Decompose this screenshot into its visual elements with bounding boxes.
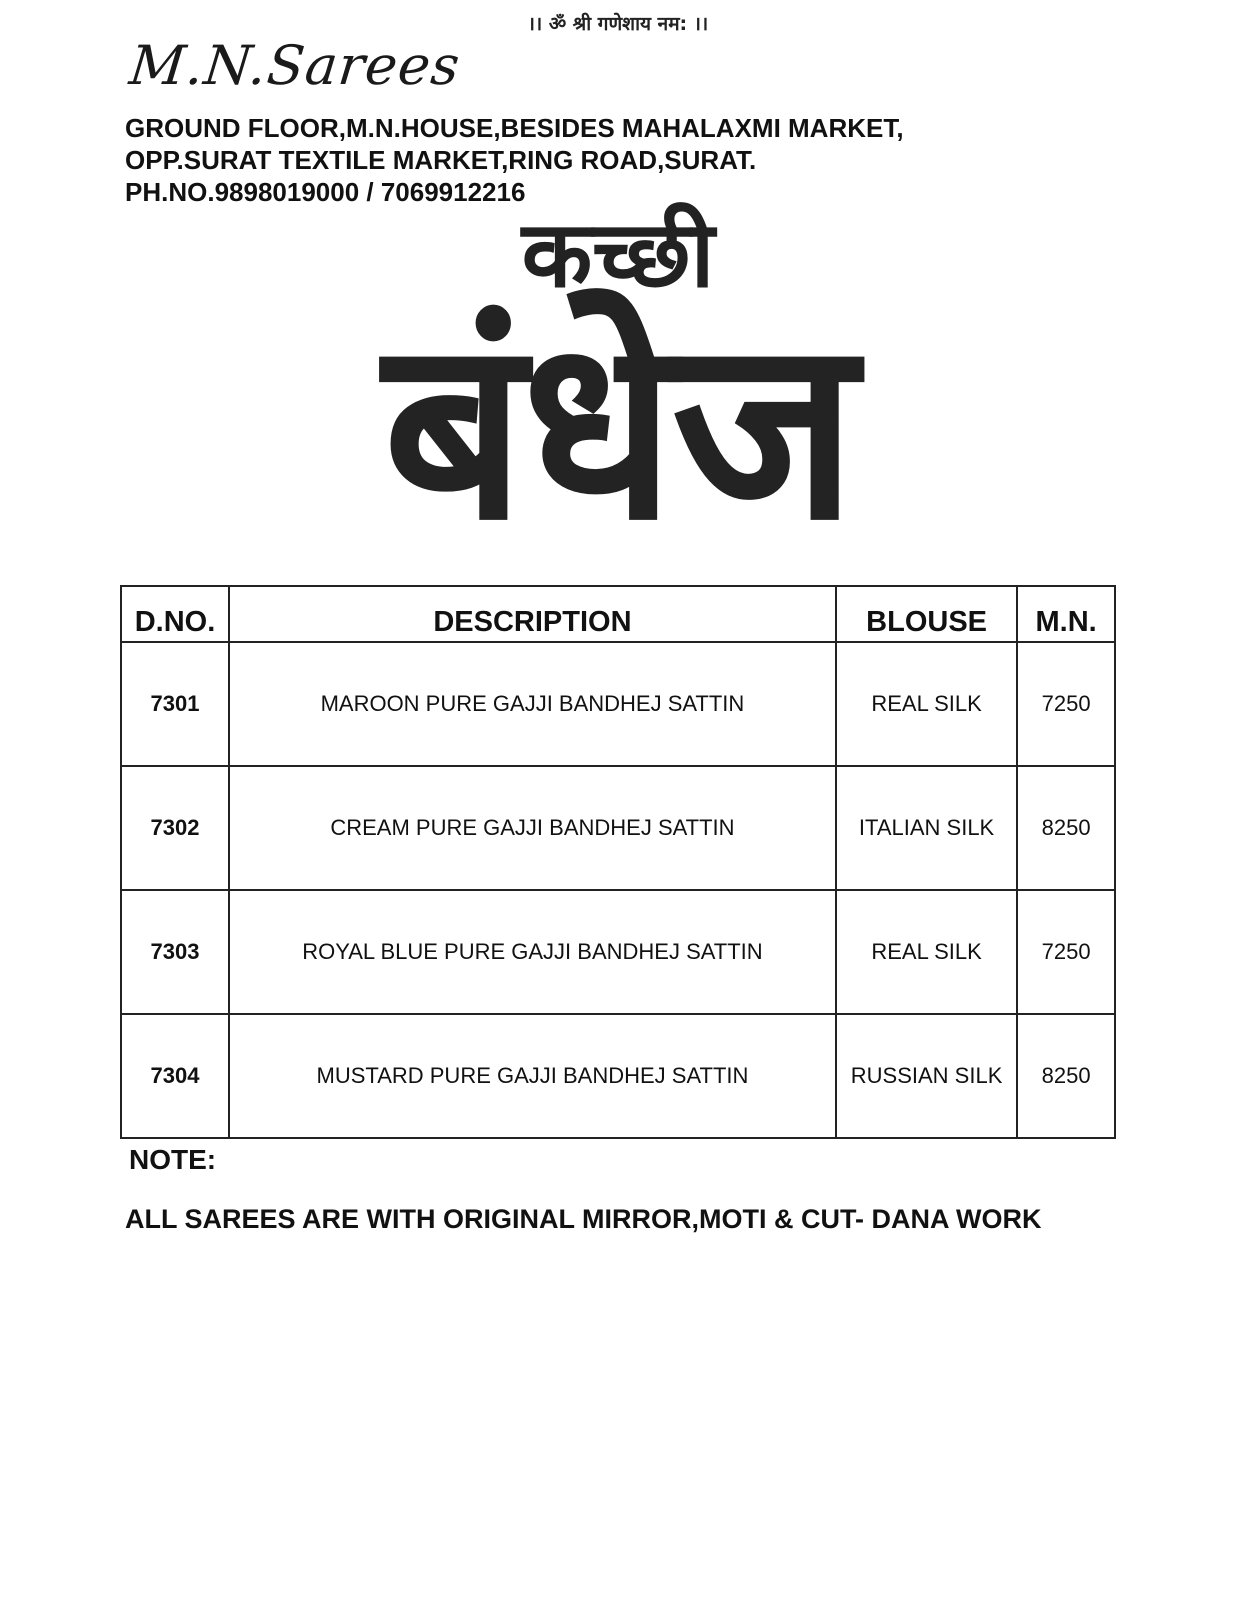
header-description: DESCRIPTION	[229, 586, 836, 642]
table-row	[121, 642, 1115, 766]
table-row	[121, 1014, 1115, 1138]
cell-description: MUSTARD PURE GAJJI BANDHEJ SATTIN	[229, 1014, 836, 1138]
cell-description: MAROON PURE GAJJI BANDHEJ SATTIN	[229, 642, 836, 766]
collection-subtitle: कच्छी	[521, 201, 715, 308]
table-header-row	[121, 586, 1115, 642]
address-block	[125, 112, 904, 208]
cell-description: CREAM PURE GAJJI BANDHEJ SATTIN	[229, 766, 836, 890]
cell-dno: 7302	[121, 766, 229, 890]
address-line: OPP.SURAT TEXTILE MARKET,RING ROAD,SURAT.	[125, 145, 757, 175]
cell-blouse: REAL SILK	[836, 642, 1017, 766]
cell-mn: 8250	[1017, 766, 1115, 890]
table-row	[121, 766, 1115, 890]
cell-blouse: RUSSIAN SILK	[836, 1014, 1017, 1138]
header-dno: D.NO.	[121, 586, 229, 642]
cell-mn: 7250	[1017, 642, 1115, 766]
cell-blouse: ITALIAN SILK	[836, 766, 1017, 890]
collection-title: बंधेज	[383, 284, 853, 575]
cell-mn: 7250	[1017, 890, 1115, 1014]
address-line: GROUND FLOOR,M.N.HOUSE,BESIDES MAHALAXMI MARKET,	[125, 113, 904, 143]
note-text: ALL SAREES ARE WITH ORIGINAL MIRROR,MOTI & CUT- DANA WORK	[125, 1204, 1042, 1234]
header-blouse: BLOUSE	[836, 586, 1017, 642]
cell-dno: 7304	[121, 1014, 229, 1138]
brand-logo: M.N.Sarees	[126, 34, 464, 97]
cell-blouse: REAL SILK	[836, 890, 1017, 1014]
catalog-table	[120, 585, 1116, 1139]
cell-dno: 7301	[121, 642, 229, 766]
header-mn: M.N.	[1017, 586, 1115, 642]
cell-description: ROYAL BLUE PURE GAJJI BANDHEJ SATTIN	[229, 890, 836, 1014]
table-row	[121, 890, 1115, 1014]
phone-line: PH.NO.9898019000 / 7069912216	[125, 177, 526, 207]
invocation-line: ।। ॐ श्री गणेशाय नम: ।।	[527, 13, 709, 35]
cell-dno: 7303	[121, 890, 229, 1014]
note-label: NOTE:	[129, 1144, 217, 1175]
cell-mn: 8250	[1017, 1014, 1115, 1138]
